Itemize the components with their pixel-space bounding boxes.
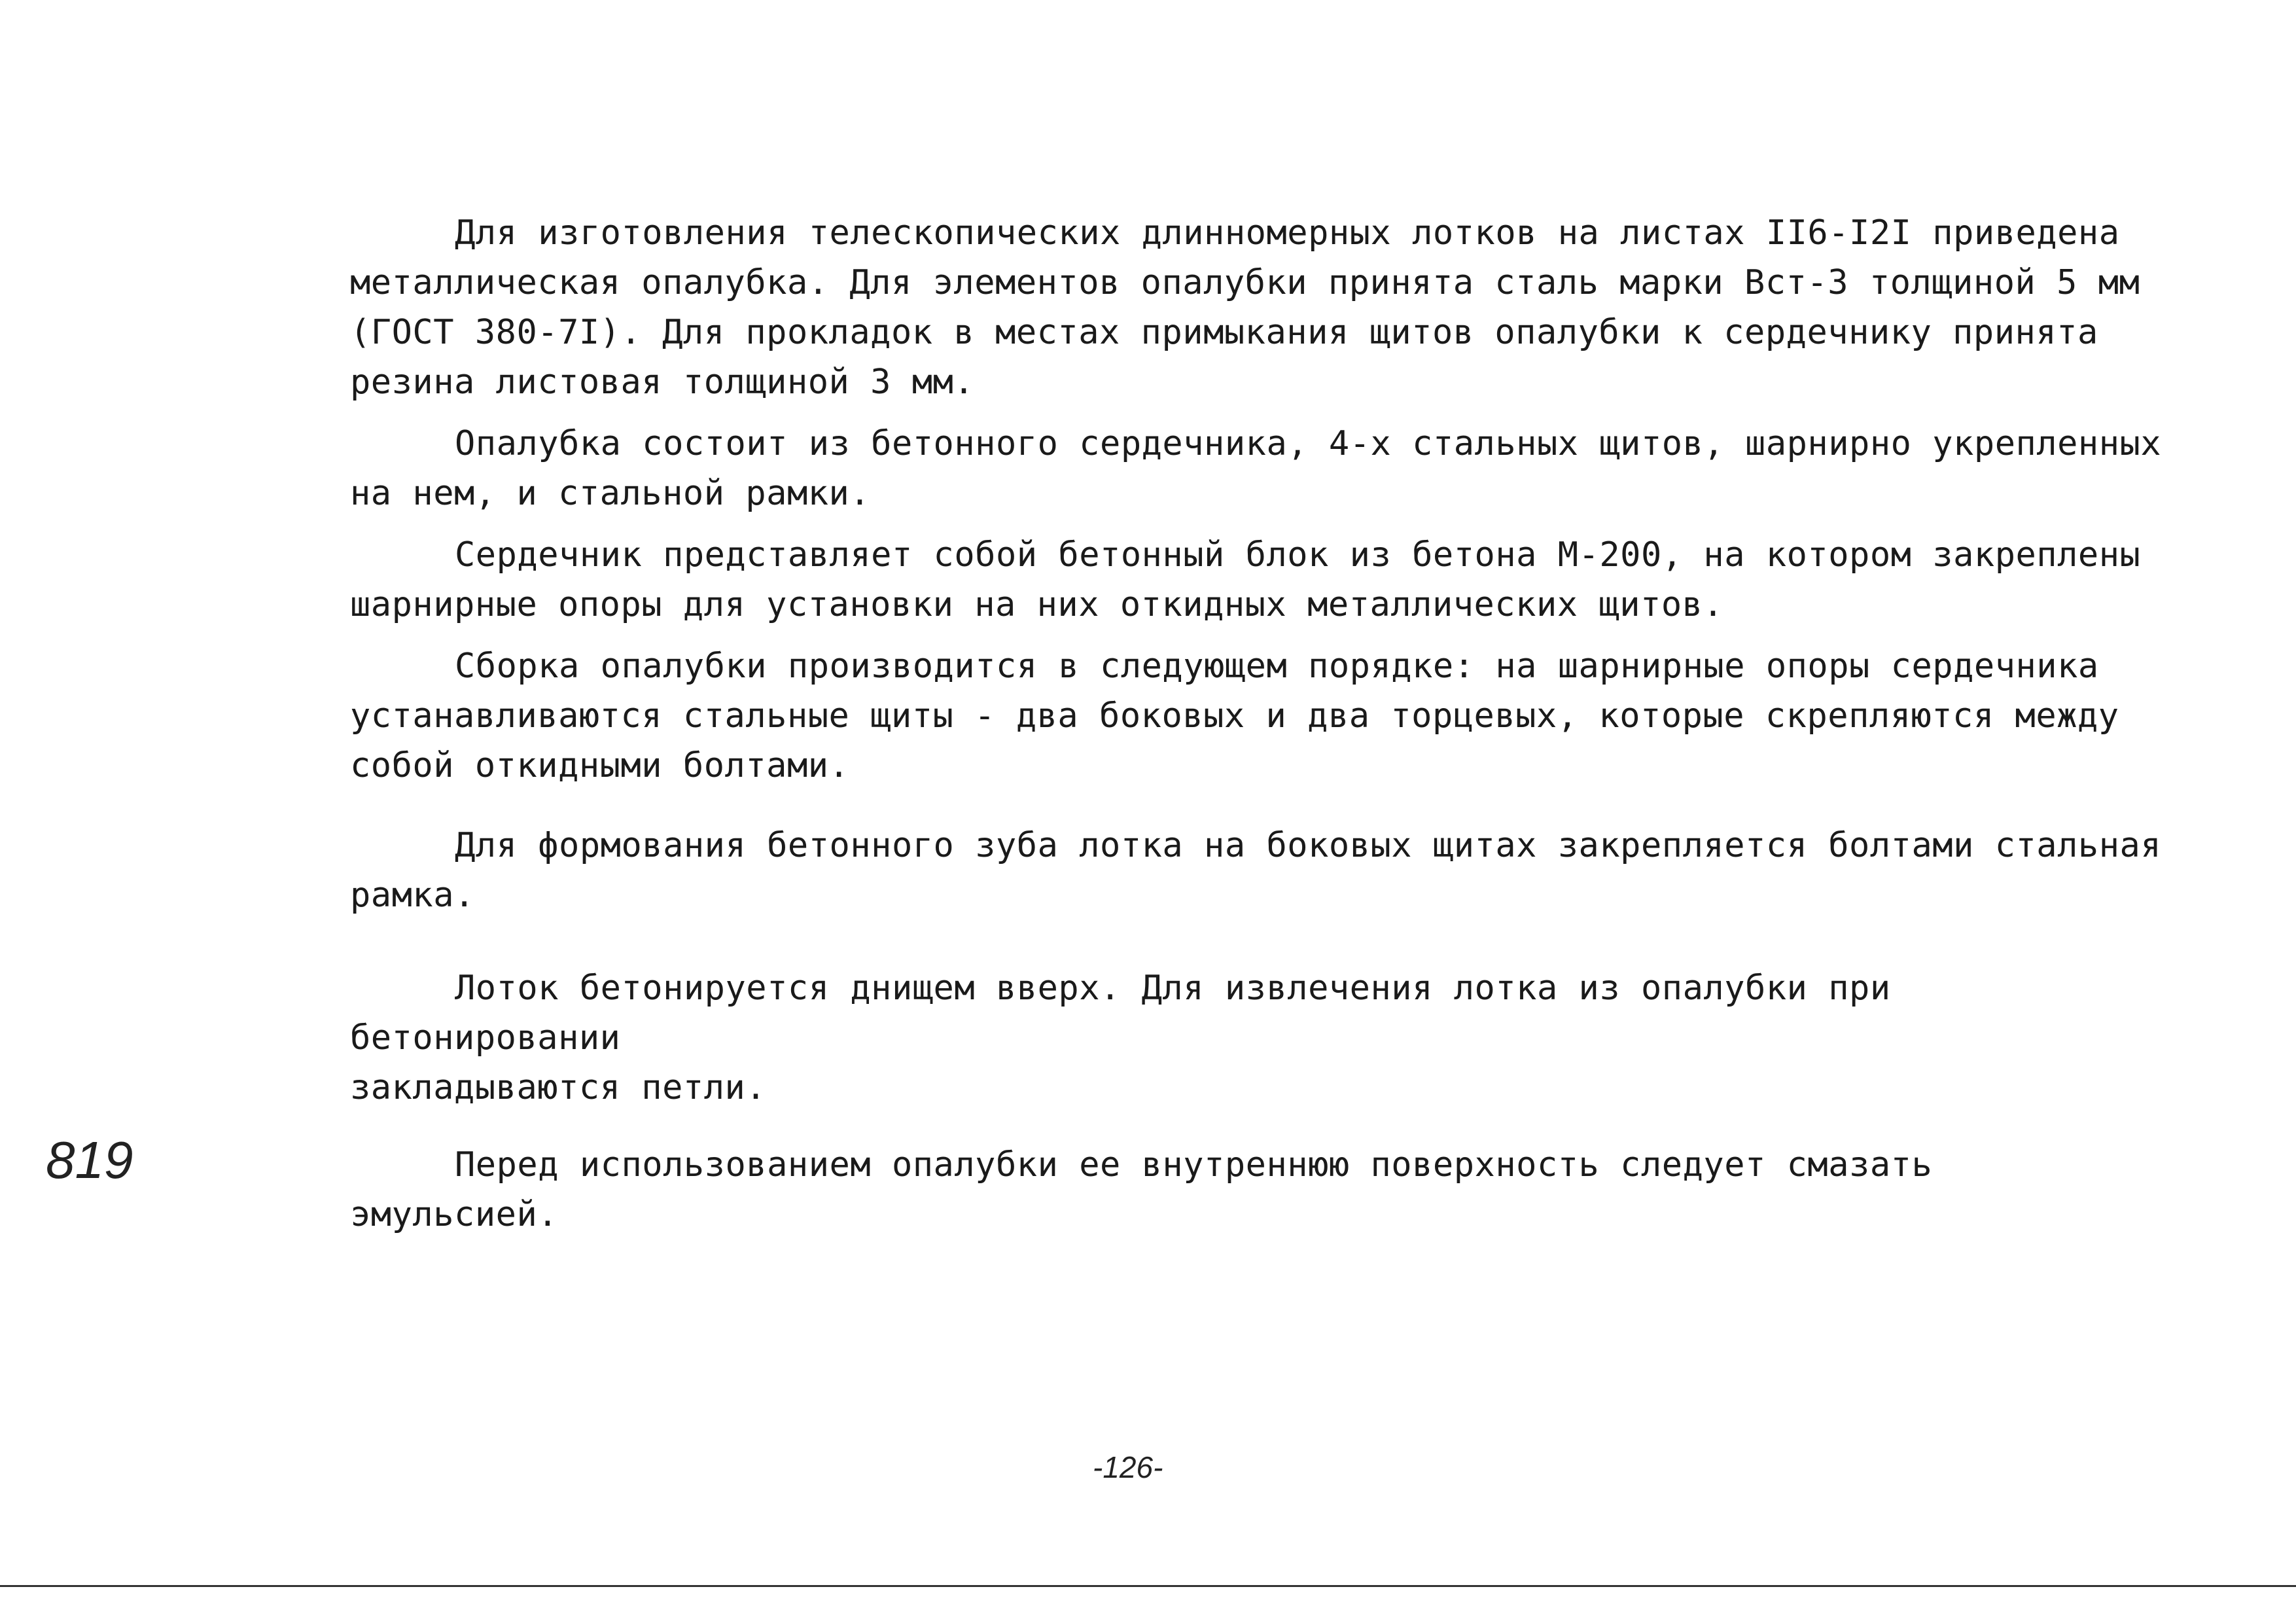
- paragraph-formwork-composition: Опалубка состоит из бетонного сердечника, 4-х стальных щитов, шарнирно укрепленных на нем, и стальной рамки.: [350, 424, 2162, 513]
- paragraph-tooth-forming: Для формования бетонного зуба лотка на боковых щитах закрепляется болтами стальная рамка.: [350, 826, 2162, 915]
- bottom-rule: [0, 1585, 2296, 1587]
- paragraph-formwork-intro: Для изготовления телескопических длинномерных лотков на листах II6-I2I приведена металлическая опалубка. Для элементов опалубки принята сталь марки Вст-3 толщиной 5 мм (ГОСТ 380-7I). Для прокладок в местах примыкания щитов опалубки к сердечнику принята резина листовая толщиной 3 мм.: [350, 213, 2140, 402]
- margin-sheet-number: 819: [46, 1131, 133, 1189]
- paragraph-lubrication: Перед использованием опалубки ее внутреннюю поверхность следует смазать эмульсией.: [350, 1145, 1933, 1234]
- page-number: -126-: [1093, 1450, 1163, 1484]
- document-body: [350, 208, 2176, 1240]
- paragraph-concreting: Лоток бетонируется днищем вверх. Для извлечения лотка из опалубки при бетонировании закладываются петли.: [350, 969, 1891, 1107]
- paragraph-assembly-order: Сборка опалубки производится в следующем порядке: на шарнирные опоры сердечника устанавливаются стальные щиты - два боковых и два торцевых, которые скрепляются между собой откидными болтами.: [350, 647, 2119, 785]
- paragraph-core-description: Сердечник представляет собой бетонный блок из бетона М-200, на котором закреплены шарнирные опоры для установки на них откидных металлических щитов.: [350, 535, 2141, 624]
